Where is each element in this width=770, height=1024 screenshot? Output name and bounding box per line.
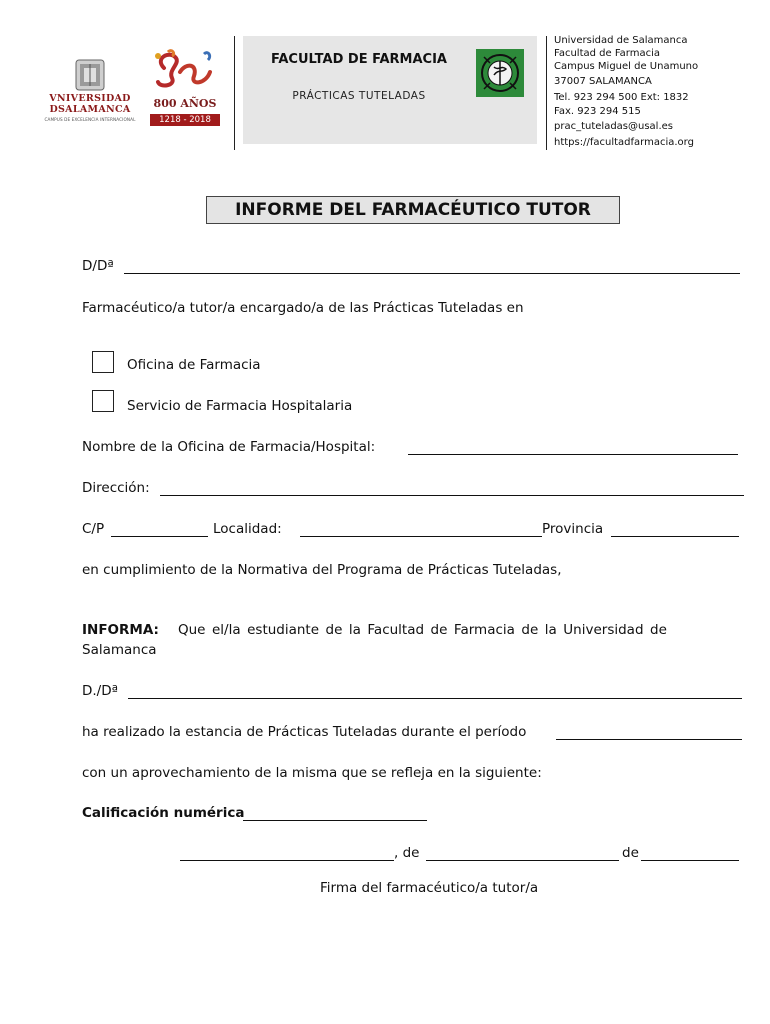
email-line: prac_tuteladas@usal.es: [554, 121, 674, 132]
periodo-field[interactable]: [556, 739, 742, 740]
normativa-text: en cumplimiento de la Normativa del Programa de Prácticas Tuteladas,: [82, 562, 562, 578]
provincia-field[interactable]: [611, 536, 739, 537]
calificacion-label: Calificación numérica: [82, 805, 245, 821]
fax-line: Fax. 923 294 515: [554, 106, 641, 117]
date-de-label-2: de: [622, 845, 639, 861]
dd2-label: D./Dª: [82, 683, 118, 699]
provincia-label: Provincia: [542, 521, 604, 537]
address-line: Campus Miguel de Unamuno: [554, 61, 699, 72]
website-line: https://facultadfarmacia.org: [554, 137, 694, 148]
tutor-text: Farmacéutico/a tutor/a encargado/a de las Prácticas Tuteladas en: [82, 300, 524, 316]
header-divider-right: [546, 36, 547, 150]
university-tagline: CAMPUS DE EXCELENCIA INTERNACIONAL: [44, 117, 136, 122]
date-de-label: , de: [394, 845, 420, 861]
anniversary-years: 1218 - 2018: [150, 114, 220, 126]
cp-field[interactable]: [111, 536, 208, 537]
direccion-field[interactable]: [160, 495, 744, 496]
university-seal-icon: [44, 58, 136, 92]
dd-field[interactable]: [124, 273, 740, 274]
date-place-field[interactable]: [180, 860, 394, 861]
university-name-line2: DSALAMANCA: [49, 104, 131, 115]
address-line: Universidad de Salamanca: [554, 35, 688, 46]
aprovechamiento-text: con un aprovechamiento de la misma que se refleja en la siguiente:: [82, 765, 542, 781]
anniversary-text: 800 AÑOS: [153, 97, 217, 110]
faculty-subtitle: PRÁCTICAS TUTELADAS: [292, 90, 426, 102]
direccion-label: Dirección:: [82, 480, 150, 496]
nombre-label: Nombre de la Oficina de Farmacia/Hospital:: [82, 439, 376, 455]
informa-text: Que el/la estudiante de la Facultad de Farmacia de la Universidad de: [178, 622, 667, 638]
informa-label: INFORMA:: [82, 622, 159, 638]
informa-text-cont: Salamanca: [82, 642, 157, 658]
faculty-crest-icon: [476, 49, 524, 97]
firma-label: Firma del farmacéutico/a tutor/a: [320, 880, 539, 896]
hospital-label: Servicio de Farmacia Hospitalaria: [127, 398, 353, 414]
dd2-field[interactable]: [128, 698, 742, 699]
calificacion-field[interactable]: [243, 820, 427, 821]
estancia-text: ha realizado la estancia de Prácticas Tuteladas durante el período: [82, 724, 527, 740]
oficina-checkbox[interactable]: [92, 351, 114, 373]
address-line: 37007 SALAMANCA: [554, 76, 652, 87]
university-name: [44, 93, 136, 115]
date-day-month-field[interactable]: [426, 860, 619, 861]
university-name-line1: VNIVERSIDAD: [49, 93, 131, 104]
dd-label: D/Dª: [82, 258, 114, 274]
hospital-checkbox[interactable]: [92, 390, 114, 412]
document-title: INFORME DEL FARMACÉUTICO TUTOR: [206, 196, 620, 224]
phone-line: Tel. 923 294 500 Ext: 1832: [554, 92, 689, 103]
oficina-label: Oficina de Farmacia: [127, 357, 261, 373]
nombre-field[interactable]: [408, 454, 738, 455]
header-divider-left: [234, 36, 235, 150]
cp-label: C/P: [82, 521, 105, 537]
localidad-label: Localidad:: [213, 521, 282, 537]
date-year-field[interactable]: [641, 860, 739, 861]
localidad-field[interactable]: [300, 536, 542, 537]
address-line: Facultad de Farmacia: [554, 48, 661, 59]
faculty-title: FACULTAD DE FARMACIA: [270, 52, 447, 67]
